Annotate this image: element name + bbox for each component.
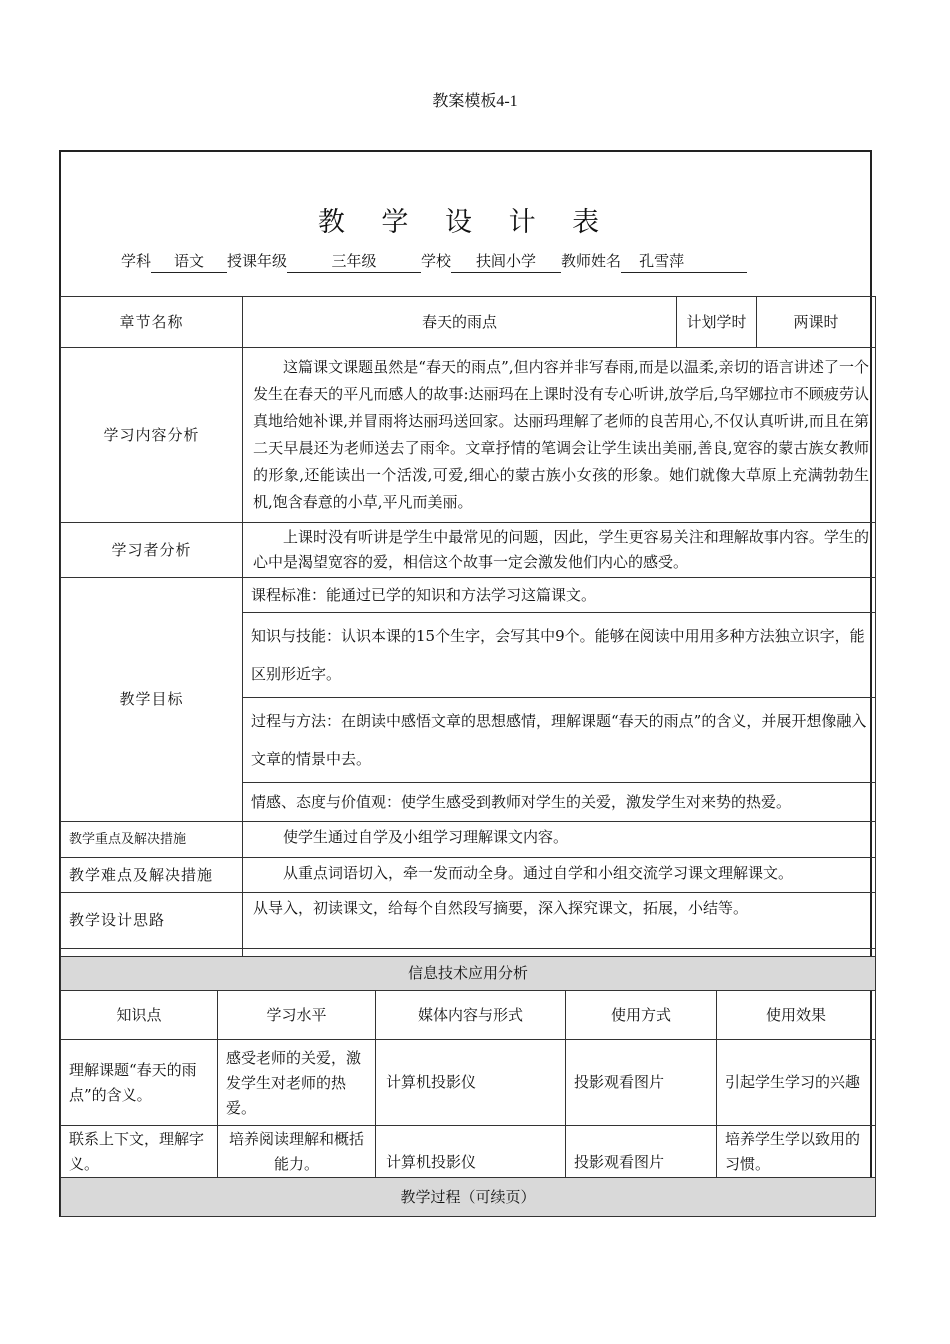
header-knowledge-point: 知识点 (61, 991, 218, 1040)
row1-effect: 引起学生学习的兴趣 (717, 1040, 876, 1126)
content-analysis-text: 这篇课文课题虽然是“春天的雨点”,但内容并非写春雨,而是以温柔,亲切的语言讲述了一个发生在春天的平凡而感人的故事:达丽玛在上课时没有专心听讲,放学后,乌罕娜拉市不顾疲劳认真地给她补课,并冒雨将达丽玛送回家。达丽玛理解了老师的良苦用心,不仅认真听讲,而且在第二天早晨还为老师送去了雨伞。文章抒情的笔调会让学生读出美丽,善良,宽容的蒙古族女教师的形象,还能读出一个活泼,可爱,细心的蒙古族小女孩的形象。她们就像大草原上充满勃勃生机,饱含春意的小草,平凡而美丽。 (243, 348, 876, 523)
design-idea-label: 教学设计思路 (61, 893, 243, 949)
subject-label: 学科 (121, 252, 152, 270)
row1-learning-level: 感受老师的关爱，激发学生对老师的热爱。 (218, 1040, 376, 1126)
difficulties-row (61, 858, 876, 893)
learner-analysis-text: 上课时没有听讲是学生中最常见的问题，因此，学生更容易关注和理解故事内容。学生的心中是渴望宽容的爱，相信这个故事一定会激发他们内心的感受。 (243, 523, 876, 578)
template-label: 教案模板4-1 (432, 93, 518, 110)
content-analysis-label: 学习内容分析 (61, 348, 243, 523)
goal-standard: 课程标准：能通过已学的知识和方法学习这篇课文。 (243, 578, 876, 613)
goal-emotion: 情感、态度与价值观：使学生感受到教师对学生的关爱，激发学生对来势的热爱。 (243, 783, 876, 822)
lesson-plan-table (59, 150, 872, 1217)
key-points-row (61, 822, 876, 858)
difficulties-label: 教学难点及解决措施 (61, 858, 243, 893)
header-learning-level: 学习水平 (218, 991, 376, 1040)
header-usage: 使用方式 (566, 991, 717, 1040)
design-idea-text: 从导入，初读课文，给每个自然段写摘要，深入探究课文，拓展，小结等。 (243, 893, 876, 949)
it-analysis-title-row (61, 957, 876, 991)
table-header (61, 152, 870, 297)
goal-process: 过程与方法：在朗读中感悟文章的思想感情，理解课题“春天的雨点”的含义，并展开想像融入文章的情景中去。 (243, 698, 876, 783)
content-analysis-row (61, 348, 876, 523)
learner-analysis-label: 学习者分析 (61, 523, 243, 578)
difficulties-text: 从重点词语切入，牵一发而动全身。通过自学和小组交流学习课文理解课文。 (243, 858, 876, 893)
goals-row-standard (61, 578, 876, 613)
row2-knowledge-point: 联系上下文，理解字义。 (61, 1126, 218, 1178)
chapter-row (61, 297, 876, 348)
learner-analysis-row (61, 523, 876, 578)
page-title: 教 学 设 计 表 (317, 207, 614, 238)
hours-label: 计划学时 (677, 297, 757, 348)
key-points-text: 使学生通过自学及小组学习理解课文内容。 (243, 822, 876, 858)
school-value: 扶闾小学 (451, 250, 561, 273)
table-row (61, 1126, 876, 1178)
process-row (61, 1178, 876, 1217)
goals-label: 教学目标 (61, 578, 243, 822)
row1-media: 计算机投影仪 (376, 1040, 566, 1126)
table-row (61, 1040, 876, 1126)
row1-usage: 投影观看图片 (566, 1040, 717, 1126)
it-analysis-title: 信息技术应用分析 (61, 957, 876, 991)
it-analysis-table (60, 956, 876, 1217)
goal-knowledge: 知识与技能：认识本课的15个生字，会写其中9个。能够在阅读中用用多种方法独立识字，能区别形近字。 (243, 613, 876, 698)
row2-media: 计算机投影仪 (376, 1126, 566, 1178)
info-table (60, 296, 876, 984)
school-label: 学校 (421, 252, 452, 270)
row1-knowledge-point: 理解课题“春天的雨点”的含义。 (61, 1040, 218, 1126)
subject-value: 语文 (151, 250, 227, 273)
row2-effect: 培养学生学以致用的习惯。 (717, 1126, 876, 1178)
teacher-value: 孔雪萍 (621, 250, 747, 273)
row2-usage: 投影观看图片 (566, 1126, 717, 1178)
chapter-label: 章节名称 (61, 297, 243, 348)
key-points-label: 教学重点及解决措施 (61, 822, 243, 858)
process-label: 教学过程（可续页） (61, 1178, 876, 1217)
design-idea-row (61, 893, 876, 949)
row2-learning-level: 培养阅读理解和概括能力。 (218, 1126, 376, 1178)
meta-line (121, 250, 747, 273)
grade-label: 授课年级 (227, 252, 288, 270)
header-media: 媒体内容与形式 (376, 991, 566, 1040)
hours-value: 两课时 (757, 297, 876, 348)
teacher-label: 教师姓名 (561, 252, 622, 270)
header-effect: 使用效果 (717, 991, 876, 1040)
it-analysis-header-row (61, 991, 876, 1040)
grade-value: 三年级 (287, 250, 421, 273)
chapter-value: 春天的雨点 (243, 297, 677, 348)
